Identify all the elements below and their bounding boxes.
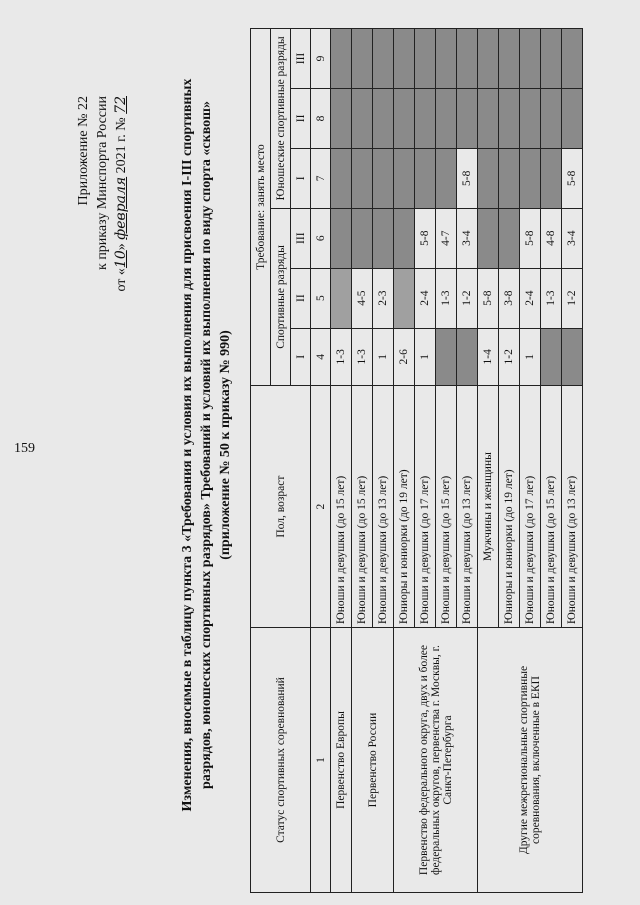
sport-ranks-header: Спортивные разряды (271, 208, 291, 385)
table-row: Другие межрегиональные спортивные соревнования, включенные в ЕКП Мужчины и женщины 1-4 5-8 (478, 29, 499, 893)
table-row: Юноши и девушки (до 17 лет) 1 2-4 5-8 (415, 29, 436, 893)
col-age-header: Пол, возраст (251, 386, 311, 628)
order-reference: к приказу Минспорта России (95, 96, 110, 270)
table-row: Юноши и девушки (до 13 лет) 1-2 3-4 5-8 (457, 29, 478, 893)
date-month: февраля (113, 176, 129, 240)
youth-ranks-header: Юношеские спортивные разряды (271, 29, 291, 209)
table-row: Юноши и девушки (до 15 лет) 1-3 4-8 (541, 29, 562, 893)
table-row: Юноши и девушки (до 13 лет) 1-2 3-4 5-8 (562, 29, 583, 893)
table-row: Юниоры и юниорки (до 19 лет) 1-2 3-8 (499, 29, 520, 893)
order-date: от «10» февраля 2021 г. № 72 (113, 96, 129, 292)
table-row: Юноши и девушки (до 15 лет) 1-3 4-7 (436, 29, 457, 893)
table-row: Первенство федерального округа, двух и более федеральных округов, первенства г. Москвы, г. Санкт-Петербурга Юниоры и юниорки (до 19 лет) 2-6 (394, 29, 415, 893)
page-number: 159 (14, 441, 35, 456)
table-row: Первенство Европы Юноши и девушки (до 15 лет) 1-3 (331, 29, 352, 893)
col-status-header: Статус спортивных соревнований (251, 628, 311, 893)
requirements-table: Статус спортивных соревнований Пол, возраст Требование: занять место Спортивные разряды Юношеские спортивные разряды I II III I II III 1 2 4 5 6 7 8 9 Первенство Европы Юноши и девушки (до 15 лет) 1-3 Первенство России Юноши и девушки (до 15 лет) 1-3 4-5 Юноши и девушки (до 13 лет) 1 2-3 Первенство федерального округа, двух и более федеральных округов, первенства г. Москвы, г. Санкт-Петербурга Юниоры и юниорки (до 19 лет) 2-6 Юноши и девушки (до 17 лет) 1 2-4 5-8 Юноши и девушки (до 15 лет) 1-3 4-7 Юноши и девушки (до 13 лет) 1-2 3-4 5-8 Другие межрегиональные спортивные соревнования, включенные в ЕКП Мужчины и женщины 1-4 5-8 Юниоры и юниорки (до 19 лет) 1-2 3-8 Юноши и девушки (до 17 лет) 1 2-4 5-8 Юноши и девушки (до 15 лет) 1-3 4-8 Юноши и девушки (до 13 лет) 1-2 3-4 5-8 (250, 28, 583, 893)
requirement-header: Требование: занять место (251, 29, 271, 386)
table-row: Юноши и девушки (до 13 лет) 1 2-3 (373, 29, 394, 893)
date-day: 10 (113, 250, 129, 269)
appendix-header (74, 96, 131, 292)
table-row: Первенство России Юноши и девушки (до 15 лет) 1-3 4-5 (352, 29, 373, 893)
document-title: Изменения, вносимые в таблицу пункта 3 «Требования и условия их выполнения для присвоения I-III спортивных разрядов, юношеских спортивных разрядов» Требований и условий их выполнения по виду спорта «сквош» (приложение № 50 к приказу № 990) (180, 78, 233, 812)
column-numbers-row: 1 2 4 5 6 7 8 9 (311, 29, 331, 893)
table-row: Юноши и девушки (до 17 лет) 1 2-4 5-8 (520, 29, 541, 893)
appendix-number: Приложение № 22 (76, 96, 91, 206)
order-number: 72 (113, 96, 129, 114)
